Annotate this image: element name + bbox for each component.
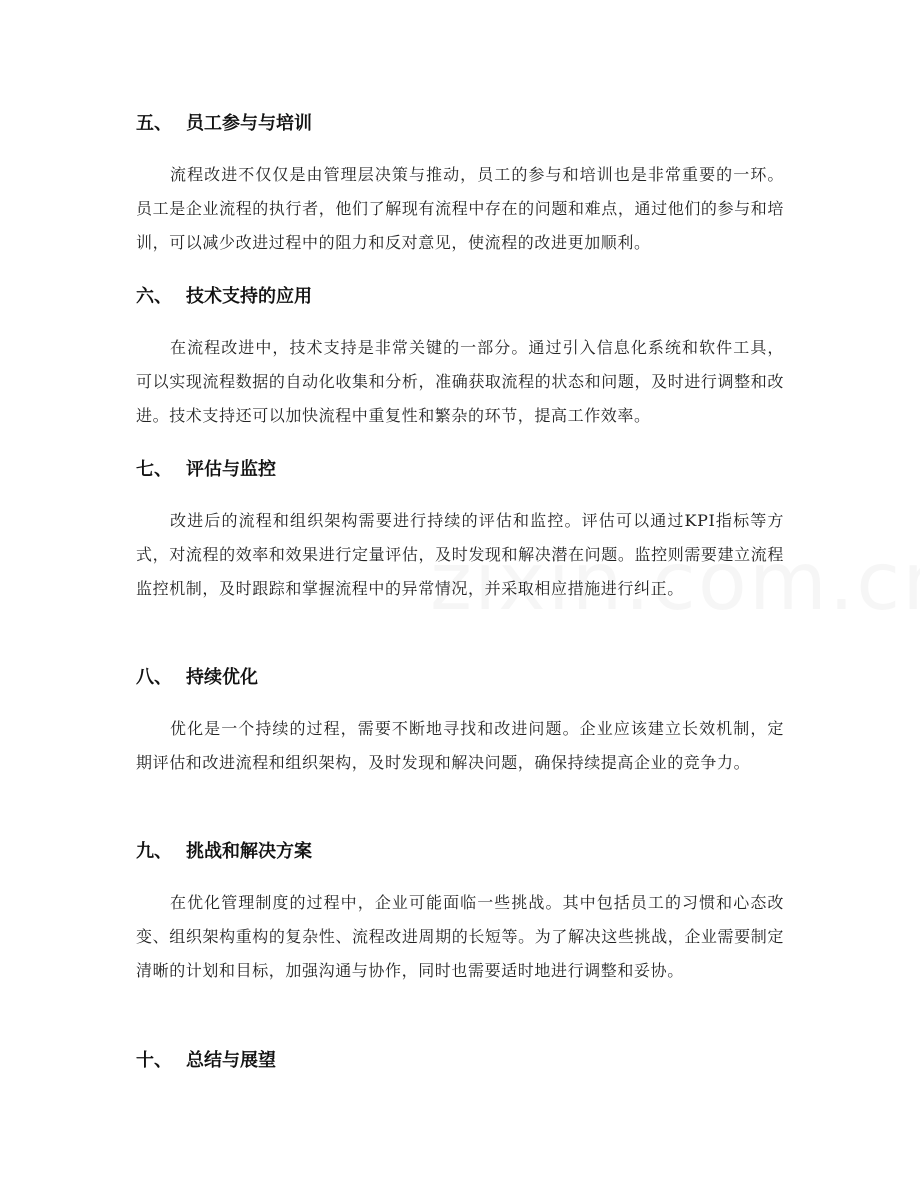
- section-paragraph: 改进后的流程和组织架构需要进行持续的评估和监控。评估可以通过KPI指标等方式，对流程的效率和效果进行定量评估，及时发现和解决潜在问题。监控则需要建立流程监控机制，及时跟踪和掌握流程中的异常情况，并采取相应措施进行纠正。: [136, 511, 784, 598]
- section-paragraph: 在优化管理制度的过程中，企业可能面临一些挑战。其中包括员工的习惯和心态改变、组织架构重构的复杂性、流程改进周期的长短等。为了解决这些挑战，企业需要制定清晰的计划和目标，加强沟通与协作，同时也需要适时地进行调整和妥协。: [136, 893, 784, 980]
- section-title: 持续优化: [186, 667, 258, 688]
- section-heading: [136, 281, 784, 309]
- section-number: 十、: [136, 1050, 172, 1071]
- section-title: 总结与展望: [186, 1050, 276, 1071]
- section-heading: [136, 1045, 784, 1073]
- section-paragraph: 优化是一个持续的过程，需要不断地寻找和改进问题。企业应该建立长效机制，定期评估和改进流程和组织架构，及时发现和解决问题，确保持续提高企业的竞争力。: [136, 719, 784, 772]
- section-title: 挑战和解决方案: [186, 841, 312, 862]
- section-number: 七、: [136, 459, 172, 480]
- section-paragraph: 在流程改进中，技术支持是非常关键的一部分。通过引入信息化系统和软件工具，可以实现流程数据的自动化收集和分析，准确获取流程的状态和问题，及时进行调整和改进。技术支持还可以加快流程中重复性和繁杂的环节，提高工作效率。: [136, 338, 784, 425]
- section-6: [136, 281, 784, 433]
- section-number: 九、: [136, 841, 172, 862]
- section-title: 技术支持的应用: [186, 286, 312, 307]
- section-paragraph: 流程改进不仅仅是由管理层决策与推动，员工的参与和培训也是非常重要的一环。员工是企业流程的执行者，他们了解现有流程中存在的问题和难点，通过他们的参与和培训，可以减少改进过程中的阻力和反对意见，使流程的改进更加顺利。: [136, 165, 784, 252]
- section-7: [136, 454, 784, 606]
- section-title: 员工参与与培训: [186, 113, 312, 134]
- section-heading: [136, 836, 784, 864]
- section-9: [136, 836, 784, 988]
- section-8: [136, 662, 784, 780]
- section-number: 五、: [136, 113, 172, 134]
- section-10: [136, 1045, 784, 1073]
- section-heading: [136, 108, 784, 136]
- section-title: 评估与监控: [186, 459, 276, 480]
- section-5: [136, 108, 784, 260]
- section-heading: [136, 662, 784, 690]
- section-heading: [136, 454, 784, 482]
- section-number: 六、: [136, 286, 172, 307]
- section-number: 八、: [136, 667, 172, 688]
